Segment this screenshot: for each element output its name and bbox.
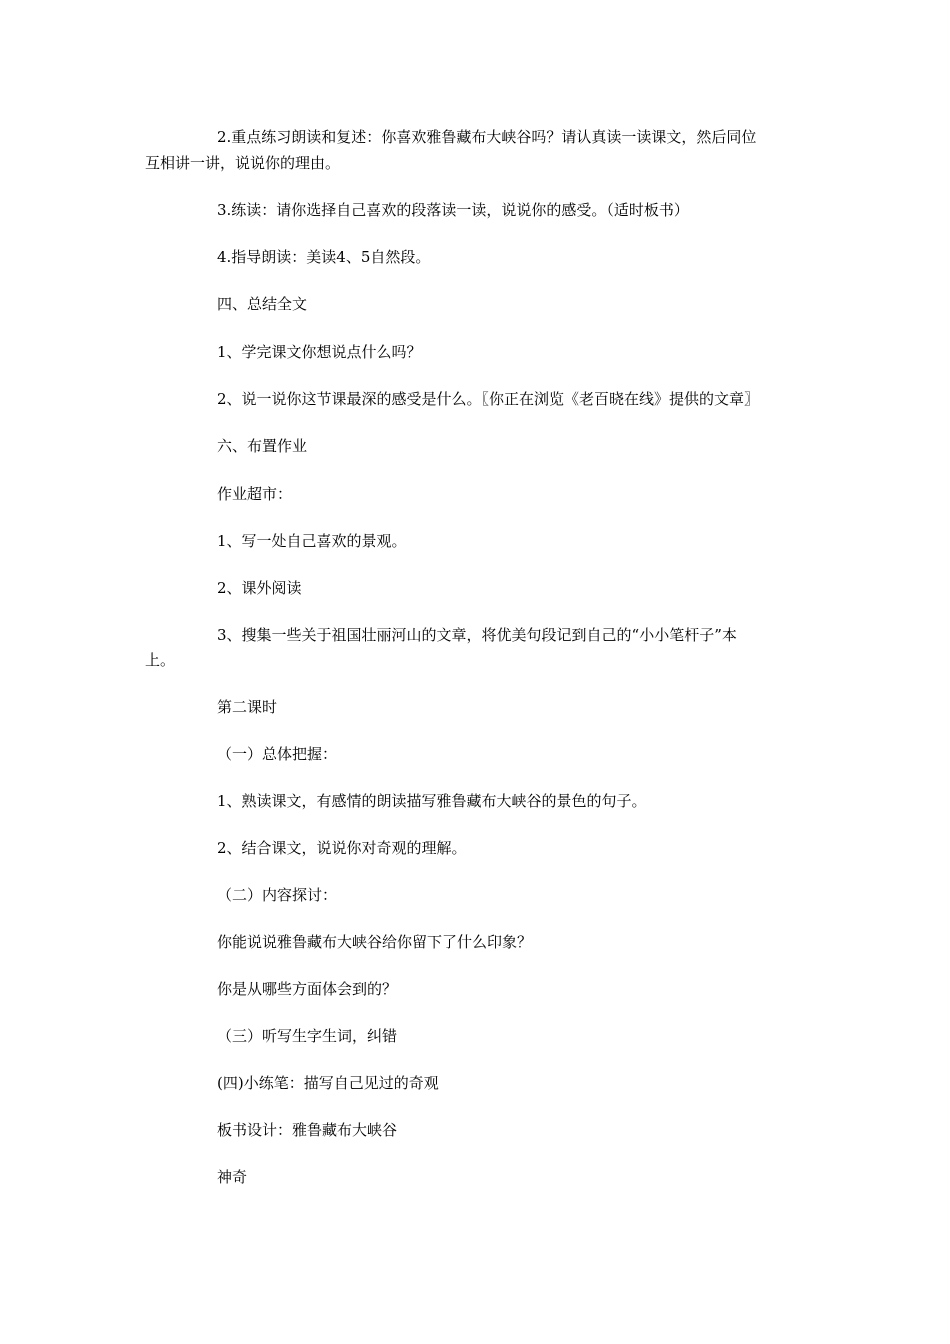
section-heading-summary: 四、总结全文 — [217, 295, 308, 313]
list-item-homework-3-line1: 3、搜集一些关于祖国壮丽河山的文章，将优美句段记到自己的“小小笔杆子”本 — [217, 626, 737, 644]
section-heading-second-lesson: 第二课时 — [217, 698, 278, 716]
paragraph-discussion-question-2: 你是从哪些方面体会到的？ — [217, 980, 398, 998]
subheading-overall-grasp: （一）总体把握： — [217, 745, 338, 763]
paragraph-discussion-question-1: 你能说说雅鲁藏布大峡谷给你留下了什么印象？ — [217, 933, 533, 951]
section-heading-homework: 六、布置作业 — [217, 437, 308, 455]
paragraph-board-keyword: 神奇 — [217, 1168, 248, 1186]
subheading-dictation: （三）听写生字生词，纠错 — [217, 1027, 398, 1045]
list-item-summary-2: 2、说一说你这节课最深的感受是什么。〖你正在浏览《老百晓在线》提供的文章〗 — [217, 390, 760, 408]
paragraph-board-design: 板书设计：雅鲁藏布大峡谷 — [217, 1121, 398, 1139]
subheading-writing-practice: (四)小练笔：描写自己见过的奇观 — [217, 1074, 439, 1092]
list-item-homework-2: 2、课外阅读 — [217, 579, 302, 597]
list-item-grasp-1: 1、熟读课文，有感情的朗读描写雅鲁藏布大峡谷的景色的句子。 — [217, 792, 647, 810]
paragraph-homework-market: 作业超市： — [217, 485, 293, 503]
list-item-grasp-2: 2、结合课文，说说你对奇观的理解。 — [217, 839, 467, 857]
list-item-summary-1: 1、学完课文你想说点什么吗？ — [217, 343, 422, 361]
subheading-content-discussion: （二）内容探讨： — [217, 886, 338, 904]
paragraph-practice-reading-line1: 2.重点练习朗读和复述：你喜欢雅鲁藏布大峡谷吗？请认真读一读课文，然后同位 — [217, 128, 757, 146]
paragraph-practice-read: 3.练读：请你选择自己喜欢的段落读一读，说说你的感受。（适时板书） — [217, 201, 689, 219]
paragraph-guided-reading: 4.指导朗读：美读4、5自然段。 — [217, 248, 431, 266]
paragraph-practice-reading-line2: 互相讲一讲，说说你的理由。 — [145, 154, 341, 172]
list-item-homework-1: 1、写一处自己喜欢的景观。 — [217, 532, 407, 550]
list-item-homework-3-line2: 上。 — [145, 651, 176, 669]
